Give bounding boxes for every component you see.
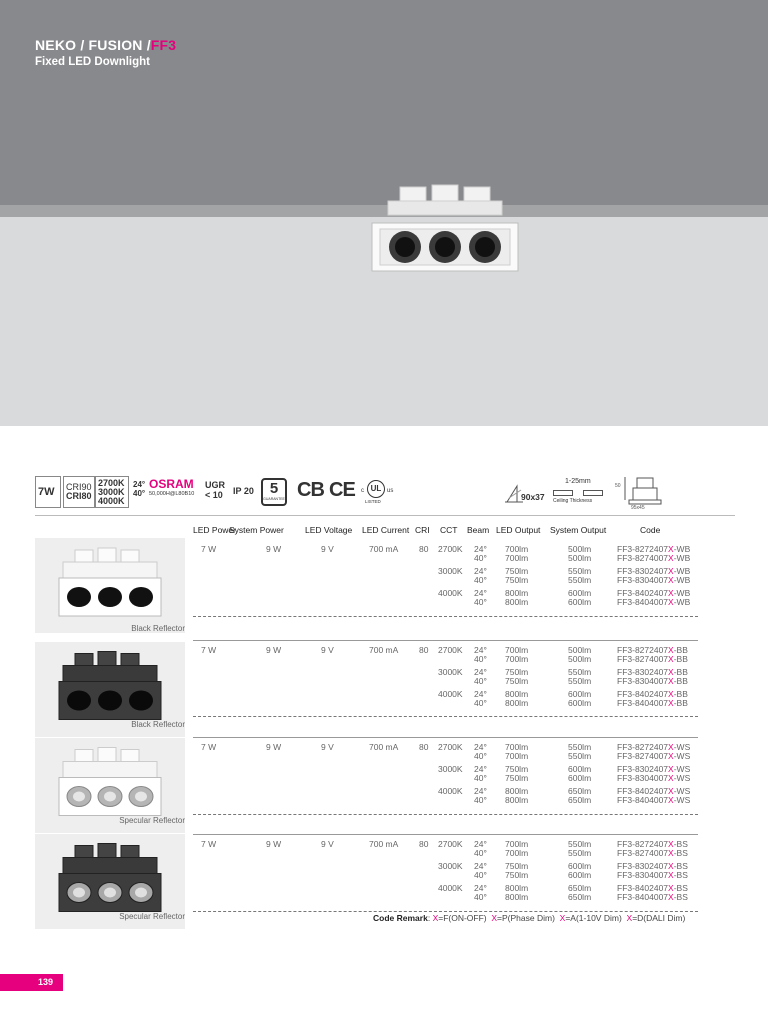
cell-product-code	[617, 554, 690, 563]
cell-led-output: 700lm	[505, 645, 529, 655]
cell-led-output: 750lm	[505, 870, 529, 880]
block-dashed-divider	[193, 716, 698, 717]
cell-led-output: 700lm	[505, 751, 529, 761]
cell-system-output: 650lm	[568, 883, 592, 893]
header-led-power: LED Power	[193, 525, 236, 535]
code-dimming-x: X	[668, 698, 674, 708]
code-prefix: FF3-8274007	[617, 654, 669, 664]
code-dimming-x: X	[668, 870, 674, 880]
code-dimming-x: X	[668, 764, 674, 774]
ul-c: c	[361, 488, 364, 494]
beam-40: 40°	[133, 489, 146, 498]
cell-led-output: 750lm	[505, 861, 529, 871]
header-beam: Beam	[467, 525, 490, 535]
ul-us: us	[387, 488, 394, 494]
cell-led-voltage: 9 V	[321, 742, 334, 752]
warranty-label: GUARANTEE	[263, 497, 285, 501]
cell-beam: 40°	[474, 870, 487, 880]
ul-listed: LISTED	[365, 499, 381, 504]
remark-text-4: =D(DALI Dim)	[632, 913, 686, 923]
cell-cct: 4000K	[438, 786, 463, 796]
cell-beam: 24°	[474, 764, 487, 774]
cell-beam: 40°	[474, 597, 487, 607]
cell-led-output: 800lm	[505, 698, 529, 708]
cb-mark: CB	[297, 479, 324, 501]
cell-product-code	[617, 655, 688, 664]
cell-cct: 2700K	[438, 544, 463, 554]
remark-text-2: =P(Phase Dim)	[497, 913, 555, 923]
code-prefix: FF3-8274007	[617, 751, 669, 761]
cell-beam: 40°	[474, 553, 487, 563]
code-prefix: FF3-8272407	[617, 544, 669, 554]
cell-cct: 2700K	[438, 645, 463, 655]
cell-system-output: 600lm	[568, 689, 592, 699]
cell-system-output: 550lm	[568, 566, 592, 576]
code-prefix: FF3-8274007	[617, 848, 669, 858]
code-suffix: -WB	[673, 575, 691, 585]
cell-system-output: 600lm	[568, 588, 592, 598]
page-subtitle: Fixed LED Downlight	[35, 56, 150, 68]
osram-logo: OSRAM	[149, 477, 194, 491]
cell-system-output: 500lm	[568, 654, 592, 664]
cell-cct: 2700K	[438, 742, 463, 752]
cell-cri: 80	[419, 742, 429, 752]
code-suffix: -WS	[673, 786, 691, 796]
cell-led-output: 750lm	[505, 566, 529, 576]
power-badge	[35, 476, 61, 508]
cell-led-output: 800lm	[505, 795, 529, 805]
cri-badge	[63, 476, 95, 508]
hero-product-image	[370, 183, 520, 275]
code-prefix: FF3-8302407	[617, 566, 669, 576]
ugr-value: < 10	[205, 490, 223, 500]
variant-label-2: Black Reflector	[131, 720, 185, 729]
power-value: 7W	[38, 485, 55, 498]
code-prefix: FF3-8404007	[617, 795, 669, 805]
remark-x-3: X	[559, 913, 566, 923]
code-dimming-x: X	[668, 848, 674, 858]
header-code: Code	[640, 525, 661, 535]
code-suffix: -BB	[673, 654, 688, 664]
cct-badge	[95, 476, 129, 508]
remark-x-4: X	[626, 913, 633, 923]
code-dimming-x: X	[668, 597, 674, 607]
cell-system-output: 600lm	[568, 597, 592, 607]
ceiling-range: 1-25mm	[565, 478, 591, 485]
code-dimming-x: X	[668, 892, 674, 902]
code-dimming-x: X	[668, 566, 674, 576]
cell-beam: 40°	[474, 698, 487, 708]
code-prefix: FF3-8274007	[617, 553, 669, 563]
cell-beam: 40°	[474, 676, 487, 686]
cell-beam: 24°	[474, 883, 487, 893]
ul-circle	[367, 480, 385, 498]
code-prefix: FF3-8404007	[617, 892, 669, 902]
code-dimming-x: X	[668, 773, 674, 783]
header-led-current: LED Current	[362, 525, 410, 535]
cell-beam: 40°	[474, 892, 487, 902]
cell-beam: 40°	[474, 848, 487, 858]
cell-beam: 24°	[474, 667, 487, 677]
code-suffix: -WS	[673, 773, 691, 783]
cell-led-output: 800lm	[505, 786, 529, 796]
cell-beam: 40°	[474, 773, 487, 783]
code-dimming-x: X	[668, 588, 674, 598]
cell-cct: 4000K	[438, 883, 463, 893]
code-dimming-x: X	[668, 795, 674, 805]
cell-system-output: 650lm	[568, 892, 592, 902]
code-prefix: FF3-8302407	[617, 764, 669, 774]
code-suffix: -BS	[673, 883, 688, 893]
cell-led-current: 700 mA	[369, 742, 399, 752]
cell-led-current: 700 mA	[369, 645, 399, 655]
ul-listed-mark	[361, 478, 401, 506]
ceiling-bar-left	[553, 490, 573, 496]
code-suffix: -BB	[673, 667, 688, 677]
cell-system-output: 650lm	[568, 786, 592, 796]
cell-led-voltage: 9 V	[321, 839, 334, 849]
ugr-label: UGR	[205, 480, 225, 490]
code-suffix: -BS	[673, 892, 688, 902]
variant-label-4: Specular Reflector	[119, 912, 185, 921]
code-dimming-x: X	[668, 553, 674, 563]
cell-system-output: 550lm	[568, 839, 592, 849]
header-system-power: System Power	[229, 525, 284, 535]
code-dimming-x: X	[668, 883, 674, 893]
cell-led-output: 750lm	[505, 773, 529, 783]
code-dimming-x: X	[668, 742, 674, 752]
code-suffix: -WS	[673, 764, 691, 774]
code-suffix: -BB	[673, 645, 688, 655]
cell-system-output: 550lm	[568, 848, 592, 858]
code-prefix: FF3-8402407	[617, 883, 669, 893]
spec-icon-row	[35, 476, 735, 512]
header-led-output: LED Output	[496, 525, 541, 535]
remark-text-1: =F(ON-OFF)	[438, 913, 487, 923]
cell-led-output: 750lm	[505, 764, 529, 774]
code-suffix: -BB	[673, 698, 688, 708]
cell-system-power: 9 W	[266, 839, 282, 849]
ceiling-label: Ceiling Thickness	[553, 498, 593, 504]
cell-system-power: 9 W	[266, 742, 282, 752]
cct-4000: 4000K	[98, 495, 125, 506]
lifetime-text: 50,000H@L80B10	[149, 491, 195, 497]
code-suffix: -BB	[673, 676, 688, 686]
cell-led-power: 7 W	[201, 839, 217, 849]
cell-led-output: 750lm	[505, 676, 529, 686]
code-prefix: FF3-8272407	[617, 742, 669, 752]
cell-cct: 3000K	[438, 667, 463, 677]
variant-label-3: Specular Reflector	[119, 816, 185, 825]
code-dimming-x: X	[668, 839, 674, 849]
code-dimming-x: X	[668, 667, 674, 677]
cell-beam: 24°	[474, 544, 487, 554]
code-prefix: FF3-8402407	[617, 689, 669, 699]
cell-system-output: 500lm	[568, 553, 592, 563]
cell-led-power: 7 W	[201, 544, 217, 554]
cell-cct: 2700K	[438, 839, 463, 849]
ceiling-thickness-icon	[553, 478, 609, 506]
cell-beam: 40°	[474, 751, 487, 761]
cri-90: CRI90	[66, 482, 92, 492]
cell-led-output: 800lm	[505, 892, 529, 902]
cell-beam: 40°	[474, 575, 487, 585]
code-suffix: -BS	[673, 839, 688, 849]
cell-system-output: 550lm	[568, 751, 592, 761]
cell-led-output: 700lm	[505, 742, 529, 752]
header-led-voltage: LED Voltage	[305, 525, 353, 535]
cell-beam: 24°	[474, 742, 487, 752]
code-dimming-x: X	[668, 751, 674, 761]
cri-80: CRI80	[66, 491, 92, 501]
cell-led-output: 700lm	[505, 848, 529, 858]
code-dimming-x: X	[668, 544, 674, 554]
page-title	[35, 37, 176, 53]
code-suffix: -WB	[673, 588, 691, 598]
cct-2700: 2700K	[98, 477, 125, 488]
cell-cct: 3000K	[438, 566, 463, 576]
code-suffix: -WB	[673, 544, 691, 554]
cell-cct: 3000K	[438, 861, 463, 871]
cell-led-output: 700lm	[505, 553, 529, 563]
cell-beam: 24°	[474, 861, 487, 871]
cell-beam: 24°	[474, 689, 487, 699]
header-system-output: System Output	[550, 525, 607, 535]
cell-product-code	[617, 576, 690, 585]
cell-system-output: 650lm	[568, 795, 592, 805]
block-dashed-divider	[193, 911, 698, 912]
header-cct: CCT	[440, 525, 458, 535]
ip-rating: IP 20	[233, 486, 254, 496]
warranty-years: 5	[269, 480, 279, 497]
warranty-badge	[261, 478, 287, 506]
page-number: 139	[0, 974, 63, 991]
code-dimming-x: X	[668, 786, 674, 796]
title-accent: FF3	[150, 37, 177, 53]
ceiling-bar-right	[583, 490, 603, 496]
cell-beam: 24°	[474, 566, 487, 576]
cell-system-output: 600lm	[568, 773, 592, 783]
cell-system-output: 550lm	[568, 742, 592, 752]
spec-divider	[35, 515, 735, 516]
code-suffix: -WB	[673, 566, 691, 576]
cell-led-output: 750lm	[505, 667, 529, 677]
cell-led-current: 700 mA	[369, 839, 399, 849]
code-suffix: -WB	[673, 553, 691, 563]
cutout-size: 90x37	[521, 492, 545, 502]
cell-system-output: 600lm	[568, 861, 592, 871]
cell-led-output: 700lm	[505, 654, 529, 664]
cell-product-code	[617, 752, 690, 761]
cell-led-output: 750lm	[505, 575, 529, 585]
product-thumb-white-black	[35, 538, 185, 633]
ul-text: UL	[370, 484, 382, 493]
block-divider	[193, 737, 698, 738]
code-suffix: -BS	[673, 848, 688, 858]
cell-system-output: 550lm	[568, 667, 592, 677]
cell-product-code	[617, 774, 690, 783]
cell-product-code	[617, 677, 688, 686]
cell-system-output: 550lm	[568, 575, 592, 585]
cell-beam: 40°	[474, 654, 487, 664]
code-remark	[373, 913, 685, 923]
code-prefix: FF3-8272407	[617, 839, 669, 849]
code-suffix: -BB	[673, 689, 688, 699]
code-prefix: FF3-8402407	[617, 588, 669, 598]
cell-system-output: 600lm	[568, 764, 592, 774]
code-suffix: -WB	[673, 597, 691, 607]
cell-product-code	[617, 871, 688, 880]
code-dimming-x: X	[668, 689, 674, 699]
cell-system-output: 500lm	[568, 544, 592, 554]
cell-led-voltage: 9 V	[321, 544, 334, 554]
cell-system-output: 600lm	[568, 870, 592, 880]
code-prefix: FF3-8404007	[617, 698, 669, 708]
beam-badge	[133, 480, 145, 498]
code-suffix: -WS	[673, 742, 691, 752]
dimension-drawing	[615, 476, 663, 510]
code-prefix: FF3-8304007	[617, 773, 669, 783]
cell-led-output: 800lm	[505, 588, 529, 598]
fixture-outline-icon	[623, 476, 663, 506]
block-divider	[193, 640, 698, 641]
cell-product-code	[617, 699, 688, 708]
cell-system-output: 500lm	[568, 645, 592, 655]
cell-cri: 80	[419, 544, 429, 554]
remark-text-3: =A(1-10V Dim)	[565, 913, 622, 923]
cell-led-power: 7 W	[201, 742, 217, 752]
cell-product-code	[617, 893, 688, 902]
cell-beam: 24°	[474, 786, 487, 796]
code-dimming-x: X	[668, 575, 674, 585]
header-cri: CRI	[415, 525, 430, 535]
code-prefix: FF3-8302407	[617, 667, 669, 677]
block-divider	[193, 834, 698, 835]
cell-cct: 4000K	[438, 588, 463, 598]
dim-height: 50	[615, 483, 621, 489]
cell-beam: 40°	[474, 795, 487, 805]
cell-led-output: 800lm	[505, 597, 529, 607]
variant-label-1: Black Reflector	[131, 624, 185, 633]
cell-system-output: 550lm	[568, 676, 592, 686]
cell-product-code	[617, 598, 690, 607]
cell-beam: 24°	[474, 839, 487, 849]
cell-system-output: 600lm	[568, 698, 592, 708]
block-dashed-divider	[193, 814, 698, 815]
cell-led-output: 700lm	[505, 839, 529, 849]
code-prefix: FF3-8402407	[617, 786, 669, 796]
block-dashed-divider	[193, 616, 698, 617]
code-dimming-x: X	[668, 861, 674, 871]
code-prefix: FF3-8304007	[617, 676, 669, 686]
code-suffix: -WS	[673, 751, 691, 761]
beam-24: 24°	[133, 480, 146, 489]
cell-cri: 80	[419, 839, 429, 849]
code-suffix: -WS	[673, 795, 691, 805]
title-main: NEKO / FUSION /	[35, 37, 151, 53]
code-prefix: FF3-8404007	[617, 597, 669, 607]
cell-beam: 24°	[474, 588, 487, 598]
hero-background-top	[0, 0, 768, 205]
cell-system-power: 9 W	[266, 544, 282, 554]
code-prefix: FF3-8302407	[617, 861, 669, 871]
cell-led-output: 700lm	[505, 544, 529, 554]
code-suffix: -BS	[673, 861, 688, 871]
cell-system-power: 9 W	[266, 645, 282, 655]
ce-mark: CE	[329, 479, 355, 501]
code-remark-sep: :	[427, 913, 431, 923]
code-dimming-x: X	[668, 676, 674, 686]
code-suffix: -BS	[673, 870, 688, 880]
cell-led-voltage: 9 V	[321, 645, 334, 655]
code-dimming-x: X	[668, 645, 674, 655]
cell-beam: 24°	[474, 645, 487, 655]
cell-led-output: 800lm	[505, 883, 529, 893]
cell-led-current: 700 mA	[369, 544, 399, 554]
code-prefix: FF3-8304007	[617, 870, 669, 880]
cell-cct: 3000K	[438, 764, 463, 774]
code-dimming-x: X	[668, 654, 674, 664]
remark-x-1: X	[432, 913, 439, 923]
remark-x-2: X	[491, 913, 498, 923]
code-remark-label: Code Remark	[373, 913, 428, 923]
cell-product-code	[617, 796, 690, 805]
dim-base: 95x45	[631, 505, 645, 511]
code-prefix: FF3-8304007	[617, 575, 669, 585]
cct-3000: 3000K	[98, 486, 125, 497]
osram-badge	[149, 478, 205, 497]
cell-cri: 80	[419, 645, 429, 655]
cell-led-power: 7 W	[201, 645, 217, 655]
ugr-badge	[205, 480, 225, 500]
cell-led-output: 800lm	[505, 689, 529, 699]
cell-cct: 4000K	[438, 689, 463, 699]
code-prefix: FF3-8272407	[617, 645, 669, 655]
cell-product-code	[617, 849, 688, 858]
